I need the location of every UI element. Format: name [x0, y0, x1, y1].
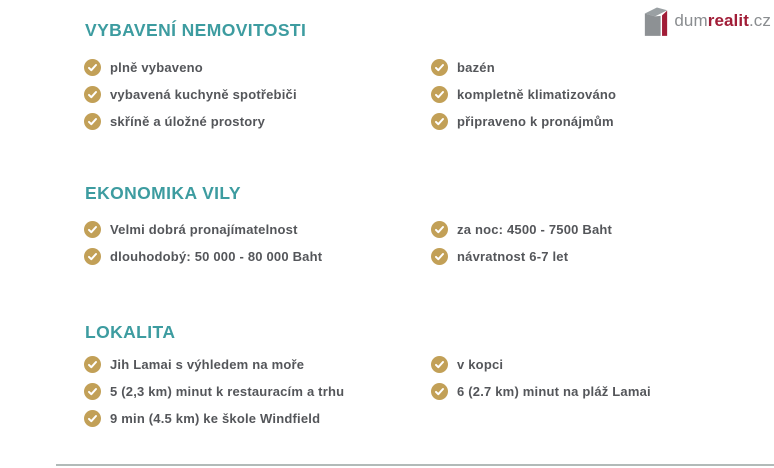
check-icon	[84, 356, 101, 373]
list-item-label: návratnost 6-7 let	[457, 249, 569, 264]
check-icon	[431, 113, 448, 130]
location-list-right-column	[431, 351, 774, 432]
list-item-label: v kopci	[457, 357, 504, 372]
list-item	[84, 108, 431, 135]
economy-list	[0, 216, 774, 270]
list-item-label: 9 min (4.5 km) ke škole Windfield	[110, 411, 321, 426]
list-item	[431, 378, 774, 405]
list-item-label: bazén	[457, 60, 495, 75]
dumrealit-logo[interactable]	[643, 5, 771, 36]
check-icon	[84, 59, 101, 76]
equipment-list-right-column	[431, 54, 774, 135]
section-divider	[56, 464, 774, 466]
list-item	[84, 81, 431, 108]
location-list	[0, 351, 774, 432]
check-icon	[431, 221, 448, 238]
location-list-left-column	[84, 351, 431, 432]
list-item-label: za noc: 4500 - 7500 Baht	[457, 222, 613, 237]
section-title-economy: EKONOMIKA VILY	[85, 183, 241, 203]
list-item	[84, 54, 431, 81]
list-item-label: 5 (2,3 km) minut k restauracím a trhu	[110, 384, 345, 399]
check-icon	[84, 113, 101, 130]
list-item-label: kompletně klimatizováno	[457, 87, 617, 102]
economy-list-right-column	[431, 216, 774, 270]
list-item	[84, 405, 431, 432]
list-item	[431, 243, 774, 270]
dumrealit-logo-icon	[643, 5, 669, 36]
list-item	[431, 108, 774, 135]
check-icon	[431, 86, 448, 103]
list-item-label: skříně a úložné prostory	[110, 114, 266, 129]
list-item-label: Velmi dobrá pronajímatelnost	[110, 222, 298, 237]
check-icon	[431, 248, 448, 265]
list-item-label: Jih Lamai s výhledem na moře	[110, 357, 305, 372]
check-icon	[431, 356, 448, 373]
check-icon	[431, 383, 448, 400]
logo-text-realit: realit	[707, 10, 749, 30]
list-item-label: připraveno k pronájmům	[457, 114, 614, 129]
check-icon	[84, 383, 101, 400]
section-title-location: LOKALITA	[85, 322, 176, 342]
list-item	[431, 54, 774, 81]
check-icon	[84, 221, 101, 238]
section-title-equipment: VYBAVENÍ NEMOVITOSTI	[85, 20, 307, 40]
list-item-label: vybavená kuchyně spotřebiči	[110, 87, 297, 102]
list-item-label: dlouhodobý: 50 000 - 80 000 Baht	[110, 249, 323, 264]
list-item-label: plně vybaveno	[110, 60, 203, 75]
equipment-list-left-column	[84, 54, 431, 135]
economy-list-left-column	[84, 216, 431, 270]
list-item	[84, 378, 431, 405]
logo-text-cz: .cz	[748, 10, 771, 30]
logo-text	[674, 11, 771, 31]
logo-text-dum: dum	[674, 10, 708, 30]
check-icon	[84, 86, 101, 103]
list-item-label: 6 (2.7 km) minut na pláž Lamai	[457, 384, 651, 399]
equipment-list	[0, 54, 774, 135]
check-icon	[431, 59, 448, 76]
list-item	[84, 216, 431, 243]
list-item	[84, 351, 431, 378]
check-icon	[84, 248, 101, 265]
list-item	[431, 81, 774, 108]
check-icon	[84, 410, 101, 427]
list-item	[84, 243, 431, 270]
list-item	[431, 351, 774, 378]
list-item	[431, 216, 774, 243]
